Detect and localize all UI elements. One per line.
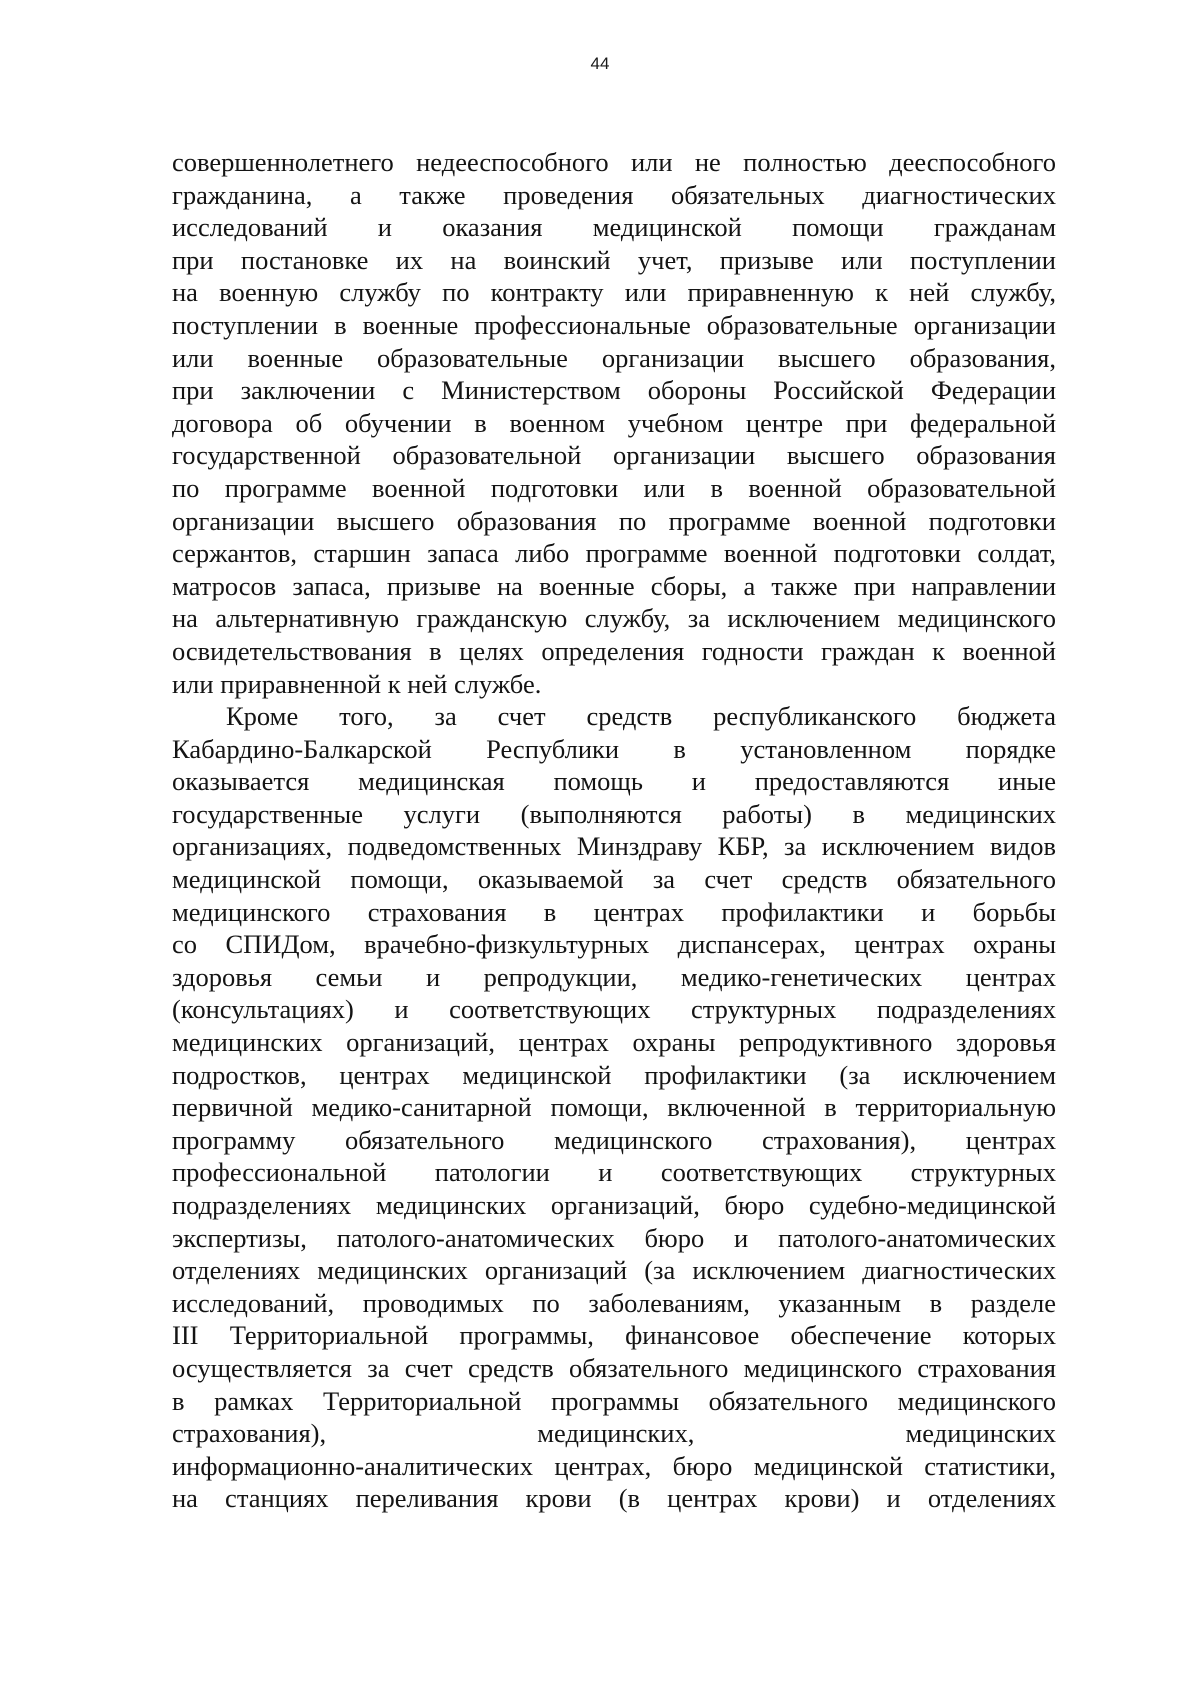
paragraph-2 — [172, 700, 1056, 1515]
text-line: подразделениях медицинских организаций, бюро судебно-медицинской — [172, 1190, 1056, 1220]
text-line: медицинской помощи, оказываемой за счет средств обязательного — [172, 864, 1056, 895]
text-line: поступлении в военные профессиональные образовательные организации — [172, 309, 1056, 340]
text-line: на альтернативную гражданскую службу, за исключением медицинского — [172, 603, 1056, 634]
text-line: при заключении с Министерством обороны Российской Федерации — [172, 375, 1056, 406]
text-line: договора об обучении в военном учебном центре при федеральной — [172, 407, 1056, 438]
text-line: организации высшего образования по программе военной подготовки — [172, 505, 1056, 536]
text-line: медицинского страхования в центрах профилактики и борьбы — [172, 896, 1056, 927]
text-line: или приравненной к ней службе. — [172, 668, 542, 699]
text-line: исследований и оказания медицинской помощи гражданам — [172, 212, 1056, 243]
text-line: медицинских организаций, центрах охраны репродуктивного здоровья — [172, 1027, 1056, 1058]
text-line: здоровья семьи и репродукции, медико-генетических центрах — [172, 961, 1056, 992]
text-line: экспертизы, патолого-анатомических бюро и патолого-анатомических — [172, 1222, 1056, 1253]
text-line: государственные услуги (выполняются работы) в медицинских — [172, 798, 1056, 829]
text-line: III Территориальной программы, финансовое обеспечение которых — [172, 1320, 1056, 1351]
text-line: освидетельствования в целях определения годности граждан к военной — [172, 635, 1056, 666]
text-line: сержантов, старшин запаса либо программе военной подготовки солдат, — [172, 538, 1056, 569]
document-body — [172, 146, 1056, 1515]
text-line: оказывается медицинская помощь и предоставляются иные — [172, 766, 1056, 797]
text-line: государственной образовательной организации высшего образования — [172, 440, 1056, 471]
text-line: профессиональной патологии и соответствующих структурных — [172, 1157, 1056, 1188]
text-line: в рамках Территориальной программы обязательного медицинского — [172, 1385, 1056, 1416]
text-line: программу обязательного медицинского страхования), центрах — [172, 1124, 1056, 1155]
text-line: совершеннолетнего недееспособного или не полностью дееспособного — [172, 147, 1056, 177]
text-line: информационно-аналитических центрах, бюро медицинской статистики, — [172, 1450, 1056, 1481]
text-line: по программе военной подготовки или в военной образовательной — [172, 472, 1056, 503]
paragraph-1 — [172, 146, 1056, 700]
text-line: отделениях медицинских организаций (за исключением диагностических — [172, 1255, 1056, 1286]
text-line: организациях, подведомственных Минздраву КБР, за исключением видов — [172, 831, 1056, 862]
text-line: страхования), медицинских, медицинских — [172, 1418, 1056, 1449]
text-line: на станциях переливания крови (в центрах крови) и отделениях — [172, 1483, 1056, 1514]
text-line: при постановке их на воинский учет, призыве или поступлении — [172, 244, 1056, 275]
page-number: 44 — [590, 54, 610, 73]
text-line: (консультациях) и соответствующих структурных подразделениях — [172, 994, 1056, 1025]
text-line: со СПИДом, врачебно-физкультурных диспансерах, центрах охраны — [172, 929, 1056, 960]
text-line: первичной медико-санитарной помощи, включенной в территориальную — [172, 1092, 1056, 1123]
text-line: Кроме того, за счет средств республиканского бюджета — [226, 701, 1056, 732]
text-line: Кабардино-Балкарской Республики в установленном порядке — [172, 733, 1056, 764]
text-line: осуществляется за счет средств обязательного медицинского страхования — [172, 1352, 1056, 1383]
text-line: подростков, центрах медицинской профилактики (за исключением — [172, 1059, 1056, 1090]
text-line: на военную службу по контракту или приравненную к ней службу, — [172, 277, 1056, 308]
text-line: матросов запаса, призыве на военные сборы, а также при направлении — [172, 570, 1056, 601]
text-line: или военные образовательные организации высшего образования, — [172, 342, 1056, 373]
text-line: гражданина, а также проведения обязательных диагностических — [172, 179, 1056, 210]
text-line: исследований, проводимых по заболеваниям, указанным в разделе — [172, 1287, 1056, 1318]
